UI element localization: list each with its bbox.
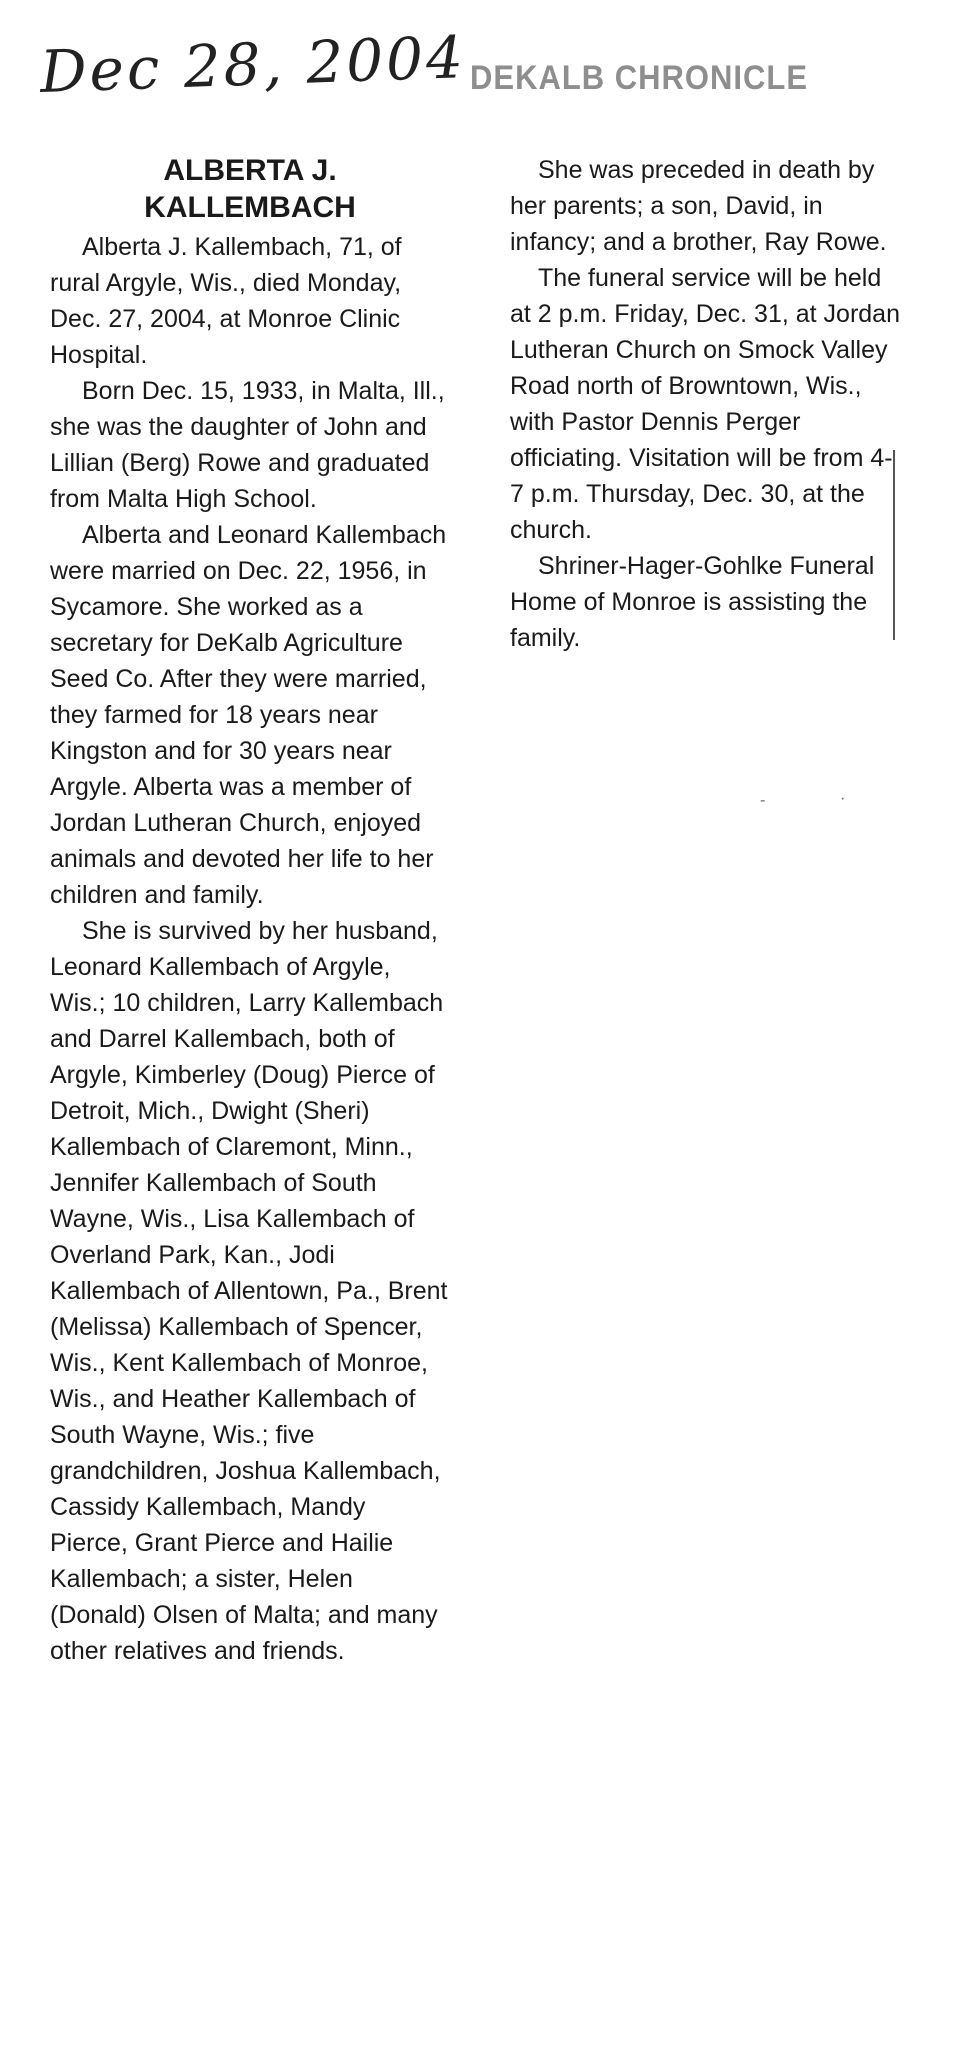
death-notice-paragraph: Alberta J. Kallembach, 71, of rural Argyle, Wis., died Monday, Dec. 27, 2004, at Monroe Clinic Hospital. (50, 233, 402, 369)
obituary-column-right (510, 152, 905, 656)
headline-line-2: KALLEMBACH (144, 191, 356, 224)
funeral-home-paragraph: Shriner-Hager-Gohlke Funeral Home of Monroe is assisting the family. (510, 552, 875, 652)
scan-edge-mark (893, 450, 895, 640)
scan-speck: - (760, 792, 766, 809)
preceded-in-death-paragraph: She was preceded in death by her parents; a son, David, in infancy; and a brother, Ray Rowe. (510, 156, 887, 256)
funeral-service-paragraph: The funeral service will be held at 2 p.m. Friday, Dec. 31, at Jordan Lutheran Church on Smock Valley Road north of Browntown, Wis., with Pastor Dennis Perger officiating. Visitation will be from 4-7 p.m. Thursday, Dec. 30, at the church. (510, 264, 900, 544)
obituary-headline (50, 152, 450, 226)
survivors-paragraph: She is survived by her husband, Leonard Kallembach of Argyle, Wis.; 10 children, Larry Kallembach and Darrel Kallembach, both of Argyle, Kimberley (Doug) Pierce of Detroit, Mich., Dwight (Sheri) Kallembach of Claremont, Minn., Jennifer Kallembach of South Wayne, Wis., Lisa Kallembach of Overland Park, Kan., Jodi Kallembach of Allentown, Pa., Brent (Melissa) Kallembach of Spencer, Wis., Kent Kallembach of Monroe, Wis., and Heather Kallembach of South Wayne, Wis.; five grandchildren, Joshua Kallembach, Cassidy Kallembach, Mandy Pierce, Grant Pierce and Hailie Kallembach; a sister, Helen (Donald) Olsen of Malta; and many other relatives and friends. (50, 917, 448, 1665)
marriage-paragraph: Alberta and Leonard Kallembach were married on Dec. 22, 1956, in Sycamore. She worked as a secretary for DeKalb Agriculture Seed Co. After they were married, they farmed for 18 years near Kingston and for 30 years near Argyle. Alberta was a member of Jordan Lutheran Church, enjoyed animals and devoted her life to her children and family. (50, 521, 447, 909)
handwritten-date: Dec 28, 2004 (38, 23, 467, 106)
obituary-column-left (50, 152, 450, 1669)
birth-paragraph: Born Dec. 15, 1933, in Malta, Ill., she was the daughter of John and Lillian (Berg) Rowe and graduated from Malta High School. (50, 377, 445, 513)
scan-speck: · (840, 790, 846, 807)
headline-line-1: ALBERTA J. (163, 154, 337, 187)
newspaper-stamp: DEKALB CHRONICLE (470, 58, 809, 97)
